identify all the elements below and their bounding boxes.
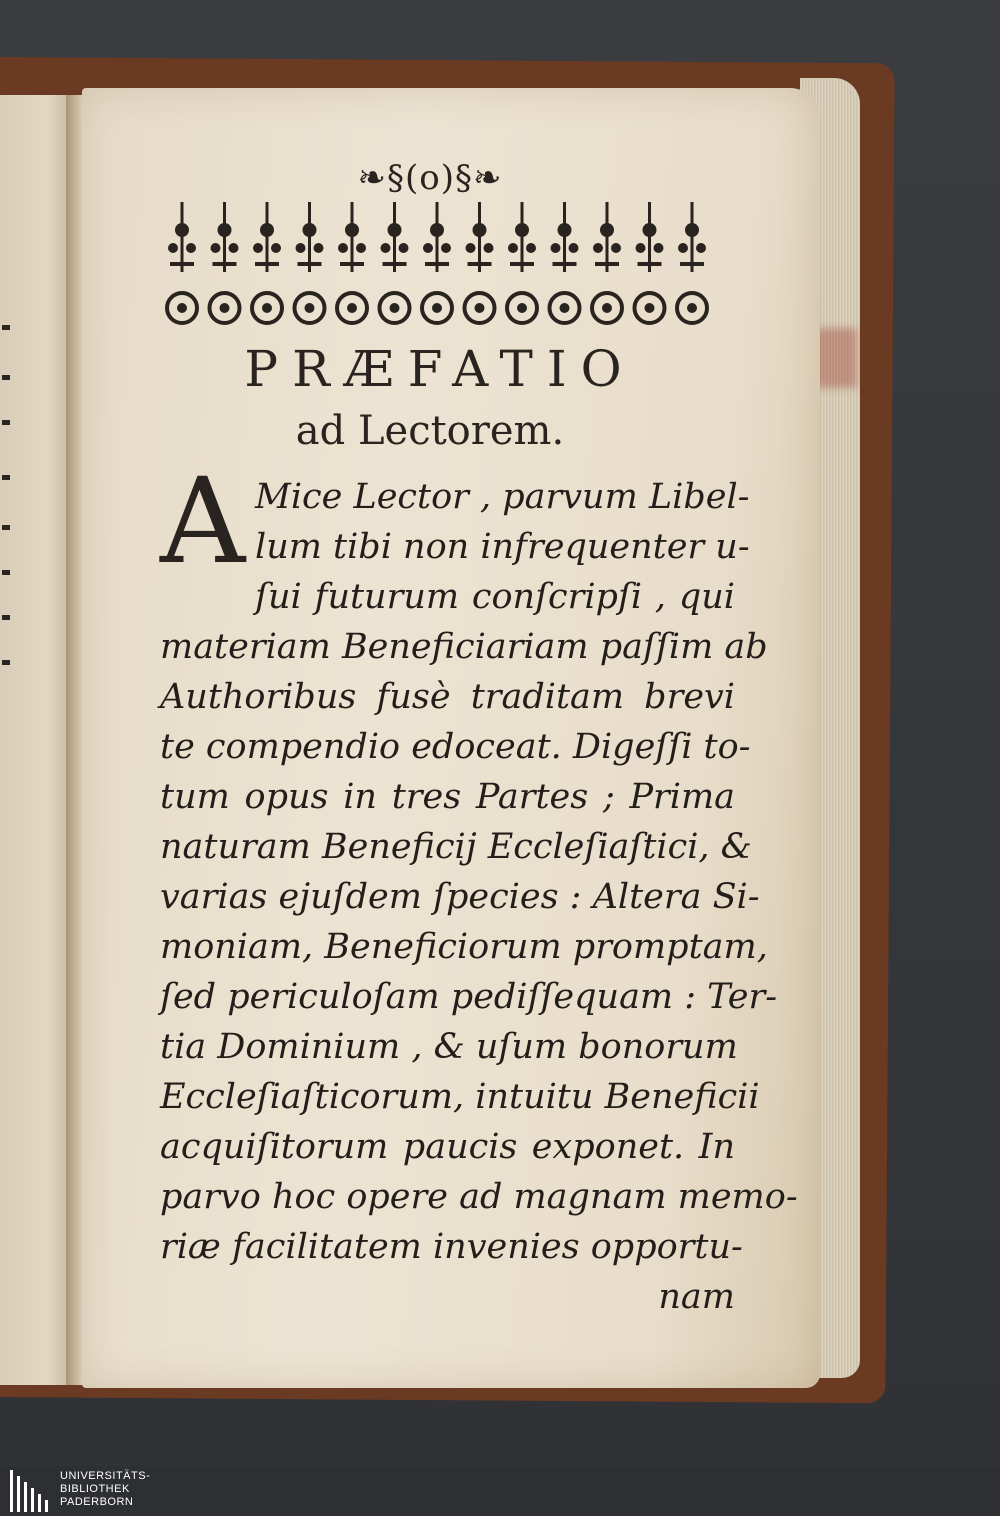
rosette-ornament [677, 293, 707, 323]
text-line: te compendio edoceat. Digeſſi to- [160, 727, 751, 767]
rosette-ornament [167, 293, 197, 323]
rosette-ornament [210, 293, 240, 323]
drop-cap-initial: A [160, 452, 246, 590]
catchword: nam [658, 1277, 735, 1317]
text-line: varias ejuſdem ſpecies : Altera Si- [160, 877, 760, 917]
rosette-ornament [592, 293, 622, 323]
rosette-ornament [465, 293, 495, 323]
page-headline: ❧§(o)§❧ [357, 158, 503, 198]
text-line: lum tibi non infrequenter u- [255, 527, 750, 567]
text-line: materiam Beneficiariam paſſim ab [160, 627, 768, 667]
text-line: tia Dominium , & uſum bonorum [160, 1027, 738, 1067]
text-line: parvo hoc opere ad magnam memo- [160, 1177, 798, 1217]
page-title: PRÆFATIO [244, 340, 636, 398]
library-logo-icon [10, 1470, 50, 1512]
left-page-text-fragments [0, 215, 30, 715]
fleuron-ornament [168, 202, 196, 272]
logo-line-3: PADERBORN [60, 1496, 134, 1508]
footer-bar [0, 1466, 1000, 1516]
text-line: acquiſitorum paucis exponet. In [160, 1127, 735, 1167]
fleuron-ornament [211, 202, 239, 272]
rosette-ornament [380, 293, 410, 323]
page-subtitle: ad Lectorem. [295, 408, 565, 454]
text-line: riæ facilitatem invenies opportu- [160, 1227, 743, 1267]
fleuron-ornament [253, 202, 281, 272]
rosette-ornament [337, 293, 367, 323]
logo-line-2: BIBLIOTHEK [60, 1483, 130, 1495]
fleuron-ornament [381, 202, 409, 272]
rosette-ornament [507, 293, 537, 323]
fleuron-ornament [466, 202, 494, 272]
logo-line-1: UNIVERSITÄTS- [60, 1470, 151, 1482]
fleuron-ornament [551, 202, 579, 272]
fleuron-ornament [636, 202, 664, 272]
fleuron-ornament [678, 202, 706, 272]
fleuron-ornament [296, 202, 324, 272]
text-line: ſed periculoſam pediſſequam : Ter- [160, 977, 778, 1017]
text-line: Mice Lector , parvum Libel- [255, 477, 750, 517]
text-line: Eccleſiaſticorum, intuitu Beneficii [160, 1077, 760, 1117]
text-line: Authoribus fusè traditam brevi [160, 677, 735, 717]
fleuron-ornament [338, 202, 366, 272]
text-line: moniam, Beneficiorum promptam, [160, 927, 768, 967]
fleuron-ornament [508, 202, 536, 272]
rosette-ornament [635, 293, 665, 323]
rosette-ornament [550, 293, 580, 323]
library-logo-text [60, 1470, 150, 1509]
fleuron-ornament [593, 202, 621, 272]
text-line: naturam Beneficij Eccleſiaſtici, & [160, 827, 752, 867]
text-line: ſui futurum conſcripſi , qui [255, 577, 735, 617]
fleuron-ornament [423, 202, 451, 272]
rosette-ornament [422, 293, 452, 323]
text-line: tum opus in tres Partes ; Prima [160, 777, 735, 817]
decorative-ornament-band [160, 200, 720, 330]
rosette-ornament [295, 293, 325, 323]
rosette-ornament [252, 293, 282, 323]
